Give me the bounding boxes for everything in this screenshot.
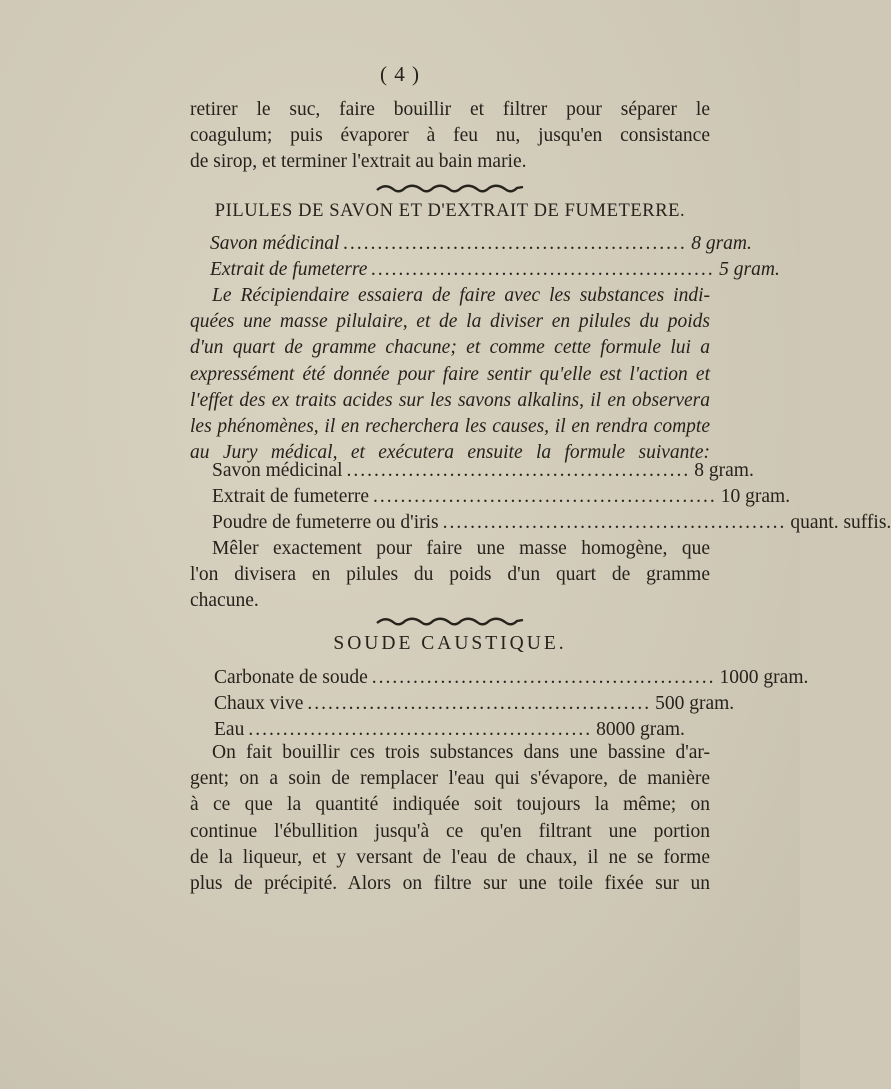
text-line: au Jury médical, et exécutera ensuite la formule suivante:	[190, 442, 710, 464]
text-line: les phénomènes, il en recherchera les causes, il en rendra compte	[190, 415, 710, 437]
formula-row	[212, 458, 754, 484]
ingredient-row	[214, 691, 735, 717]
ingredient-qty: 500 gram.	[655, 693, 735, 715]
ingredient-name: Carbonate de soude	[214, 667, 368, 688]
ingredient-name: Extrait de fumeterre	[210, 259, 368, 281]
text-line: l'effet des ex traits acides sur les savons alkalins, il en observera	[190, 389, 710, 411]
section-title: SOUDE CAUSTIQUE.	[333, 633, 567, 654]
formula-name: Poudre de fumeterre ou d'iris	[212, 512, 439, 534]
ingredient-list	[214, 665, 809, 744]
body-paragraph	[190, 740, 710, 897]
page-number: ( 4 )	[380, 62, 420, 86]
ingredient-name: Savon médicinal	[210, 233, 340, 254]
formula-name: Savon médicinal	[212, 460, 343, 481]
text-line: chacune.	[190, 590, 259, 612]
closing-paragraph	[190, 536, 710, 615]
leader-dots: ..................................................	[373, 486, 717, 508]
intro-paragraph	[190, 97, 710, 176]
leader-dots: ..................................................	[307, 693, 652, 715]
text-line: Le Récipiendaire essaiera de faire avec les substances indi-	[212, 285, 710, 306]
text-line: continue l'ébullition jusqu'à ce qu'en filtrant une portion	[190, 820, 710, 842]
text-line: de sirop, et terminer l'extrait au bain marie.	[190, 151, 527, 173]
ingredient-qty: 5 gram.	[719, 259, 780, 281]
ingredient-name: Eau	[214, 719, 245, 741]
formula-name: Extrait de fumeterre	[212, 486, 369, 508]
ingredient-name: Chaux vive	[214, 693, 304, 715]
ingredient-row	[210, 257, 780, 283]
text-line: d'un quart de gramme chacune; et comme cette formule lui a	[190, 337, 710, 359]
text-line: plus de précipité. Alors on filtre sur une toile fixée sur un	[190, 872, 710, 894]
text-line: On fait bouillir ces trois substances dans une bassine d'ar-	[212, 742, 710, 763]
leader-dots: ..................................................	[371, 667, 716, 688]
instruction-paragraph	[190, 283, 710, 466]
formula-qty: 10 gram.	[720, 486, 791, 508]
text-line: Mêler exactement pour faire une masse homogène, que	[212, 538, 710, 559]
ingredient-row	[214, 665, 809, 691]
text-line: de la liqueur, et y versant de l'eau de chaux, il ne se forme	[190, 846, 710, 868]
leader-dots: ..................................................	[346, 460, 691, 481]
text-line: l'on divisera en pilules du poids d'un quart de gramme	[190, 564, 710, 586]
section-title: PILULES DE SAVON ET D'EXTRAIT DE FUMETERRE.	[214, 201, 686, 221]
formula-qty: quant. suffis.	[790, 512, 891, 534]
formula-list	[212, 458, 891, 537]
formula-qty: 8 gram.	[694, 460, 754, 481]
leader-dots: ..................................................	[442, 512, 787, 534]
ingredient-qty: 1000 gram.	[719, 667, 809, 688]
ingredient-qty: 8 gram.	[691, 233, 752, 254]
leader-dots: ..................................................	[248, 719, 593, 741]
section-soude	[190, 630, 710, 658]
text-line: à ce que la quantité indiquée soit toujours la même; on	[190, 794, 710, 816]
formula-row	[212, 484, 791, 510]
ingredient-list	[210, 231, 780, 283]
text-line: gent; on a soin de remplacer l'eau qui s'évapore, de manière	[190, 768, 710, 790]
ingredient-row	[210, 231, 752, 257]
section-pilules	[190, 197, 710, 225]
leader-dots: ..................................................	[371, 259, 716, 281]
ingredient-qty: 8000 gram.	[596, 719, 685, 741]
leader-dots: ..................................................	[343, 233, 688, 254]
text-line: coagulum; puis évaporer à feu nu, jusqu'en consistance	[190, 125, 710, 147]
text-line: retirer le suc, faire bouillir et filtrer pour séparer le	[190, 99, 710, 120]
formula-row	[212, 510, 891, 536]
text-line: quées une masse pilulaire, et de la diviser en pilules du poids	[190, 311, 710, 333]
text-line: expressément été donnée pour faire sentir qu'elle est l'action et	[190, 363, 710, 385]
